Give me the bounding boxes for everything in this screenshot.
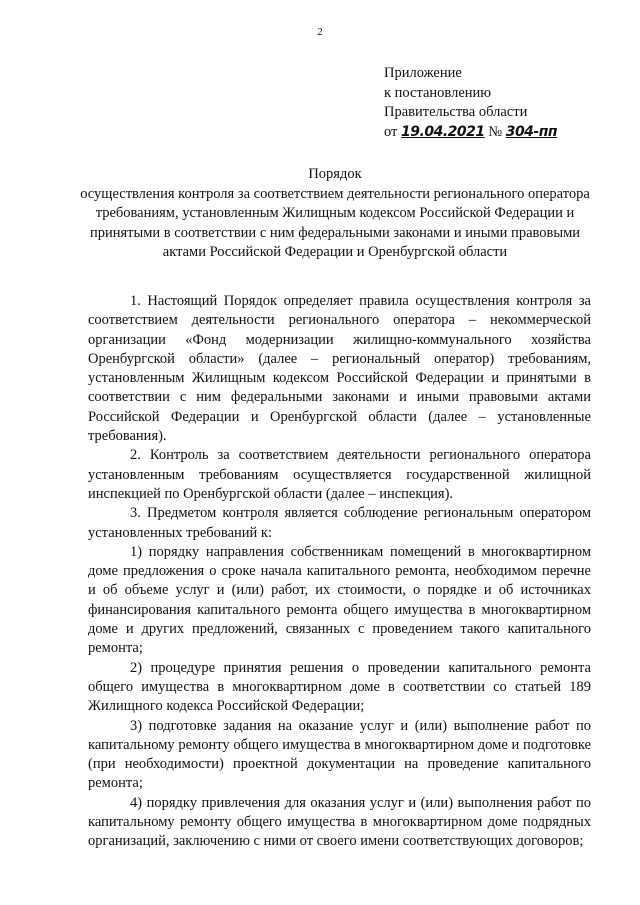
annex-block xyxy=(384,64,557,142)
document-subtitle: осуществления контроля за соответствием деятельности регионального оператора требованиям, установленным Жилищным кодексом Российской Федерации и принятыми в соответствии с ним федеральными законами и иными правовыми актами Российской Федерации и Оренбургской области xyxy=(80,185,590,260)
annex-number: 304-пп xyxy=(505,123,558,140)
paragraph-3: 3. Предметом контроля является соблюдение региональным оператором установленных требований к: xyxy=(88,505,591,541)
paragraph-2: 2. Контроль за соответствием деятельности регионального оператора установленным требованиям осуществляется государственной жилищной инспекцией по Оренбургской области (далее – инспекция). xyxy=(88,447,591,502)
document-title: Порядок xyxy=(308,166,362,182)
document-body xyxy=(88,292,591,852)
annex-date-line xyxy=(384,123,557,143)
list-item-3: 3) подготовке задания на оказание услуг и (или) выполнение работ по капитальному ремонту общего имущества в многоквартирном доме и подготовке (при необходимости) проектной документации на проведение капитального ремонта; xyxy=(88,717,591,792)
paragraph-1: 1. Настоящий Порядок определяет правила осуществления контроля за соответствием деятельности регионального оператора – некоммерческой организации «Фонд модернизации жилищно-коммунального хозяйства Оренбургской области» (далее – региональный оператор) требованиям, установленным Жилищным кодексом Российской Федерации и принятыми в соответствии с ним федеральными законами и иными правовыми актами Российской Федерации и Оренбургской области (далее – установленные требования). xyxy=(88,293,591,445)
list-item-1: 1) порядку направления собственникам помещений в многоквартирном доме предложения о сроке начала капитального ремонта, необходимом перечне и об объеме услуг и (или) работ, их стоимости, о порядке и об источниках финансирования капитального ремонта общего имущества в многоквартирном доме и других предложений, связанных с проведением такого капитального ремонта; xyxy=(88,543,591,657)
annex-line-3: Правительства области xyxy=(384,104,528,120)
list-item-4: 4) порядку привлечения для оказания услуг и (или) выполнения работ по капитальному ремонту общего имущества в многоквартирном доме подрядных организаций, заключению с ними от своего имени соответствующих договоров; xyxy=(88,794,591,850)
annex-from-prefix: от xyxy=(384,123,402,140)
annex-date: 19.04.2021 xyxy=(401,123,485,140)
document-title-block xyxy=(70,165,600,263)
list-item-2: 2) процедуре принятия решения о проведении капитального ремонта общего имущества в многоквартирном доме в соответствии со статьей 189 Жилищного кодекса Российской Федерации; xyxy=(88,659,591,715)
annex-line-1: Приложение xyxy=(384,65,462,81)
page-number: 2 xyxy=(317,26,323,38)
annex-line-2: к постановлению xyxy=(384,84,492,101)
annex-number-sign: № xyxy=(484,123,506,140)
